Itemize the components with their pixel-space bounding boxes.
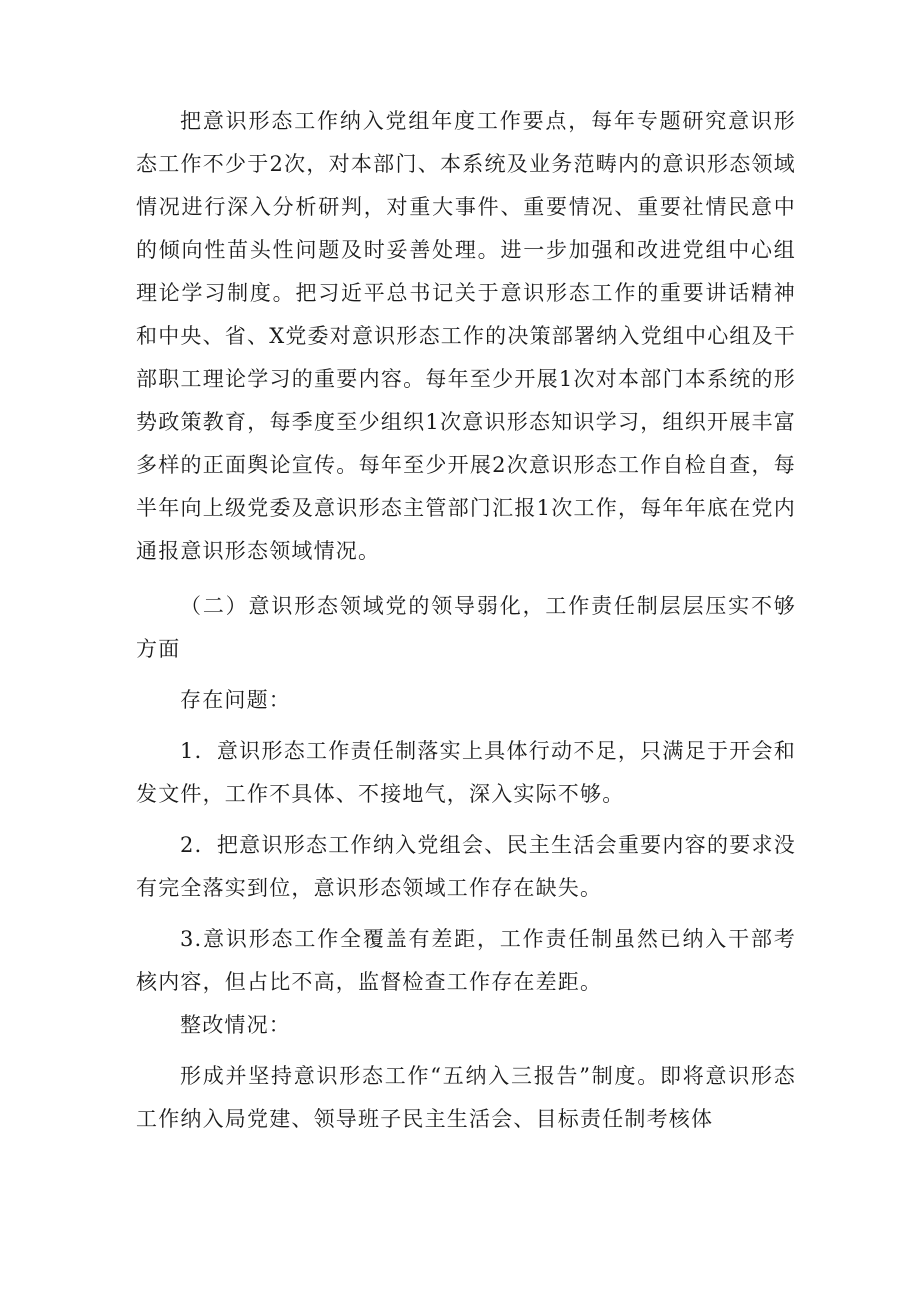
problem-item-2: 2．把意识形态工作纳入党组会、民主生活会重要内容的要求没有完全落实到位，意识形态领域工作存在缺失。 (136, 833, 796, 900)
paragraph-rectification: 形成并坚持意识形态工作“五纳入三报告”制度。即将意识形态工作纳入局党建、领导班子民主生活会、目标责任制考核体 (136, 1064, 796, 1131)
problem-item-1: 1．意识形态工作责任制落实上具体行动不足，只满足于开会和发文件，工作不具体、不接地气，深入实际不够。 (136, 739, 796, 806)
paragraph-ideology-work-plan: 把意识形态工作纳入党组年度工作要点，每年专题研究意识形态工作不少于2次，对本部门、本系统及业务范畴内的意识形态领域情况进行深入分析研判，对重大事件、重要情况、重要社情民意中的倾向性苗头性问题及时妥善处理。进一步加强和改进党组中心组理论学习制度。把习近平总书记关于意识形态工作的重要讲话精神和中央、省、X党委对意识形态工作的决策部署纳入党组中心组及干部职工理论学习的重要内容。每年至少开展1次对本部门本系统的形势政策教育，每季度至少组织1次意识形态知识学习，组织开展丰富多样的正面舆论宣传。每年至少开展2次意识形态工作自检自查，每半年向上级党委及意识形态主管部门汇报1次工作，每年年底在党内通报意识形态领域情况。 (136, 109, 796, 563)
section-heading-2: （二）意识形态领域党的领导弱化，工作责任制层层压实不够方面 (136, 594, 796, 661)
label-rectification: 整改情况： (180, 1013, 291, 1037)
problem-item-3: 3.意识形态工作全覆盖有差距，工作责任制虽然已纳入干部考核内容，但占比不高，监督检查工作存在差距。 (136, 927, 796, 994)
label-existing-problems: 存在问题： (180, 688, 291, 712)
document-body (136, 100, 796, 1141)
